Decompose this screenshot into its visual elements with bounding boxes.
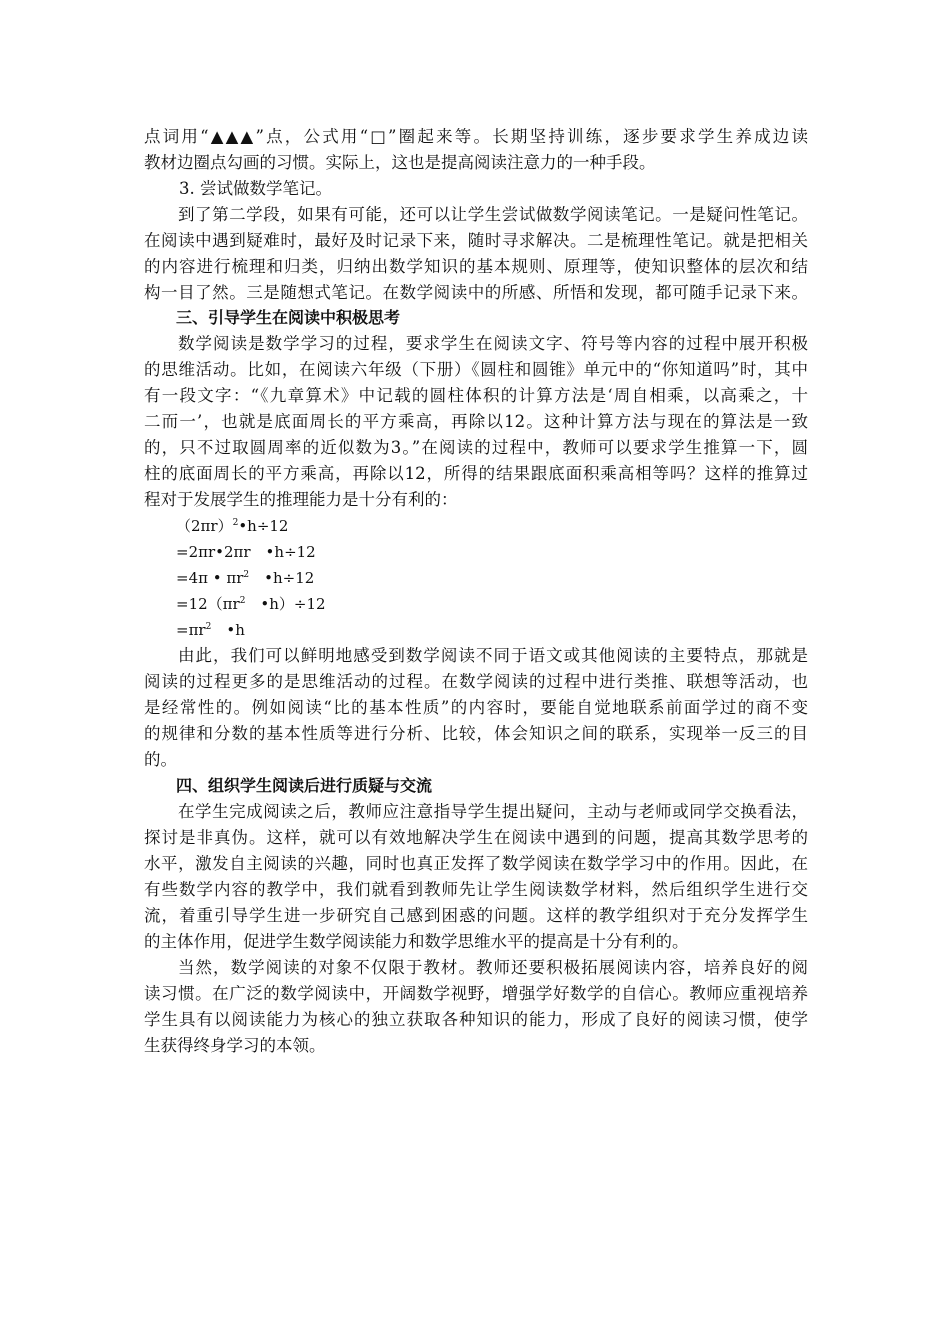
formula-line <box>176 565 840 591</box>
paragraph-line: 教材边圈点勾画的习惯。实际上，这也是提高阅读注意力的一种手段。 <box>144 153 656 172</box>
paragraph-line: 点词用“▲▲▲”点，公式用“□”圈起来等。长期坚持训练，逐步要求学生养成边读 <box>144 127 808 146</box>
paragraph-line: 数学阅读是数学学习的过程，要求学生在阅读文字、符号等内容的过程中展开积极 <box>178 334 808 353</box>
paragraph-line: 程对于发展学生的推理能力是十分有利的： <box>144 490 458 509</box>
formula-text: =4π • πr <box>176 569 244 587</box>
formula-text: •h÷12 <box>238 517 289 535</box>
section-heading: 三、引导学生在阅读中积极思考 <box>176 308 401 327</box>
paragraph-line: 在学生完成阅读之后，教师应注意指导学生提出疑问，主动与老师或同学交换看法， <box>178 802 808 821</box>
formula-text: =πr <box>176 621 206 639</box>
paragraph-line: 的，只不过取圆周率的近似数为3。”在阅读的过程中，教师可以要求学生推算一下，圆 <box>144 438 808 457</box>
paragraph-line: 二而一’，也就是底面周长的平方乘高，再除以12。这种计算方法与现在的算法是一致 <box>144 412 808 431</box>
paragraph-line: 学生具有以阅读能力为核心的独立获取各种知识的能力，形成了良好的阅读习惯，使学 <box>144 1010 808 1029</box>
paragraph-line: 的。 <box>144 750 177 769</box>
paragraph-line: 柱的底面周长的平方乘高，再除以12，所得的结果跟底面积乘高相等吗？这样的推算过 <box>144 464 808 483</box>
paragraph-line: 由此，我们可以鲜明地感受到数学阅读不同于语文或其他阅读的主要特点，那就是 <box>178 646 808 665</box>
formula-text: =12（πr <box>176 595 240 613</box>
paragraph-line: 读习惯。在广泛的数学阅读中，开阔数学视野，增强学好数学的自信心。教师应重视培养 <box>144 984 808 1003</box>
paragraph-line: 流，着重引导学生进一步研究自己感到困惑的问题。这样的教学组织对于充分发挥学生 <box>144 906 808 925</box>
paragraph-line: 有些数学内容的教学中，我们就看到教师先让学生阅读数学材料，然后组织学生进行交 <box>144 880 808 899</box>
paragraph-line: 是经常性的。例如阅读“比的基本性质”的内容时，要能自觉地联系前面学过的商不变 <box>144 698 808 717</box>
formula-text: •h <box>211 621 245 639</box>
paragraph-line: 生获得终身学习的本领。 <box>144 1036 326 1055</box>
paragraph-line: 探讨是非真伪。这样，就可以有效地解决学生在阅读中遇到的问题，提高其数学思考的 <box>144 828 808 847</box>
formula-line <box>176 539 840 565</box>
paragraph-line: 水平，激发自主阅读的兴趣，同时也真正发挥了数学阅读在数学学习中的作用。因此，在 <box>144 854 808 873</box>
paragraph-line: 当然，数学阅读的对象不仅限于教材。教师还要积极拓展阅读内容，培养良好的阅 <box>178 958 808 977</box>
formula-superscript: 2 <box>239 596 246 606</box>
formula-text: •h）÷12 <box>245 595 326 613</box>
paragraph-line: 的思维活动。比如，在阅读六年级（下册）《圆柱和圆锥》单元中的“你知道吗”时，其中 <box>144 360 808 379</box>
formula-line <box>176 617 840 643</box>
section-heading: 四、组织学生阅读后进行质疑与交流 <box>176 776 433 795</box>
paragraph-line: 的规律和分数的基本性质等进行分析、比较，体会知识之间的联系，实现举一反三的目 <box>144 724 808 743</box>
formula-text: （2πr） <box>176 517 233 535</box>
formula-superscript: 2 <box>205 622 212 632</box>
paragraph-line: 的主体作用，促进学生数学阅读能力和数学思维水平的提高是十分有利的。 <box>144 932 689 951</box>
formula-text: •h÷12 <box>249 569 315 587</box>
paragraph-line: 有一段文字：“《九章算术》中记载的圆柱体积的计算方法是‘周自相乘，以高乘之，十 <box>144 386 808 405</box>
numbered-item: 3. 尝试做数学笔记。 <box>179 179 332 198</box>
formula-text: =2πr•2πr •h÷12 <box>176 543 316 561</box>
formula-superscript: 2 <box>232 518 239 528</box>
paragraph-line: 到了第二学段，如果有可能，还可以让学生尝试做数学阅读笔记。一是疑问性笔记。 <box>178 205 808 224</box>
formula-line <box>176 513 840 539</box>
paragraph-line: 在阅读中遇到疑难时，最好及时记录下来，随时寻求解决。二是梳理性笔记。就是把相关 <box>144 231 808 250</box>
formula-superscript: 2 <box>243 570 250 580</box>
paragraph-line: 的内容进行梳理和归类，归纳出数学知识的基本规则、原理等，使知识整体的层次和结 <box>144 257 808 276</box>
paragraph-line: 构一目了然。三是随想式笔记。在数学阅读中的所感、所悟和发现，都可随手记录下来。 <box>144 283 808 302</box>
formula-line <box>176 591 840 617</box>
paragraph-line: 阅读的过程更多的是思维活动的过程。在数学阅读的过程中进行类推、联想等活动，也 <box>144 672 808 691</box>
